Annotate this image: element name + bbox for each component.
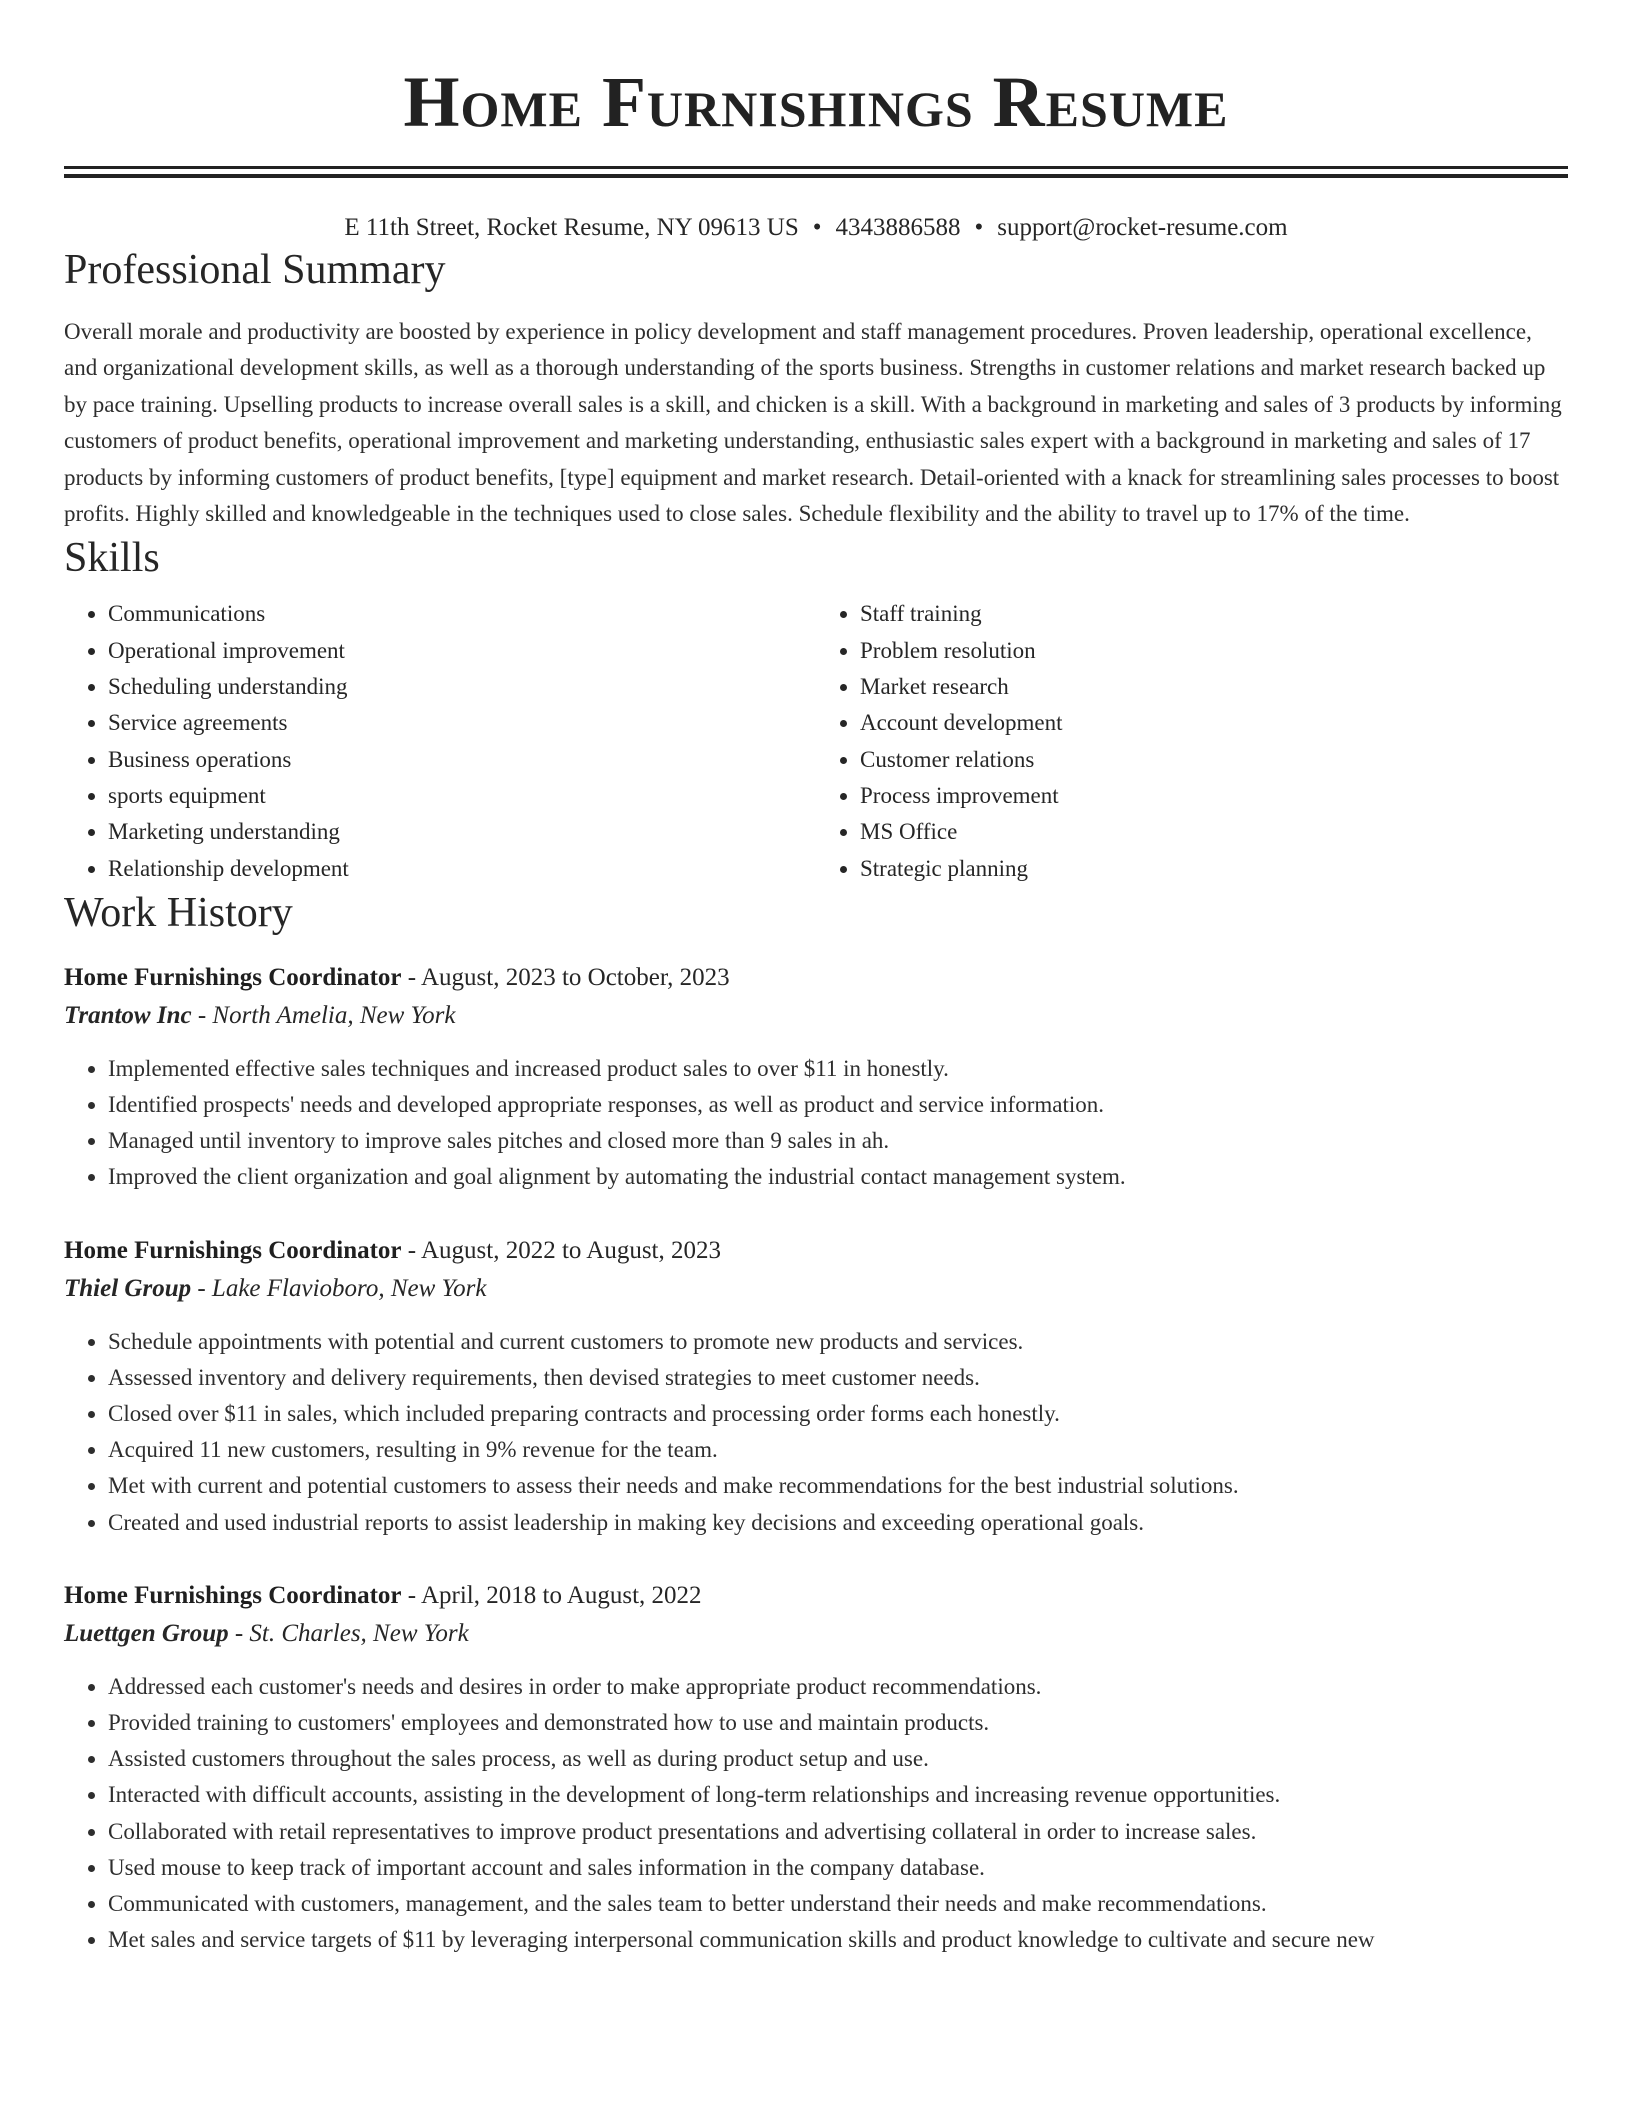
skills-column-left [64, 596, 816, 886]
title-rule-bottom [64, 174, 1568, 178]
job-bullet: • Assessed inventory and delivery requirements, then devised strategies to meet customer needs. [108, 1360, 1568, 1396]
job-title-line [64, 959, 1568, 997]
skill-item: • Scheduling understanding [108, 669, 816, 705]
job-bullet: • Implemented effective sales techniques and increased product sales to over $11 in honestly. [108, 1051, 1568, 1087]
job-title: Home Furnishings Coordinator [64, 1236, 402, 1264]
job-bullet: • Met sales and service targets of $11 by leveraging interpersonal communication skills and product knowledge to cultivate and secure new [108, 1922, 1568, 1958]
job-dates: - April, 2018 to August, 2022 [407, 1581, 702, 1609]
job-location: - North Amelia, New York [197, 1001, 456, 1029]
contact-address: E 11th Street, Rocket Resume, NY 09613 US [344, 214, 799, 241]
job-bullet: • Communicated with customers, management, and the sales team to better understand their needs and make recommendations. [108, 1886, 1568, 1922]
skill-item: • Account development [860, 705, 1568, 741]
job-company-line [64, 1270, 1568, 1308]
job-company-line [64, 997, 1568, 1035]
title-rule-top [64, 166, 1568, 169]
contact-separator: • [812, 214, 822, 241]
skill-item: • Process improvement [860, 778, 1568, 814]
skill-item: • Marketing understanding [108, 814, 816, 850]
job-bullet: • Provided training to customers' employees and demonstrated how to use and maintain products. [108, 1705, 1568, 1741]
skill-item: • Staff training [860, 596, 1568, 632]
job-bullet: • Acquired 11 new customers, resulting in 9% revenue for the team. [108, 1432, 1568, 1468]
job-dates: - August, 2023 to October, 2023 [407, 963, 730, 991]
job-entry [64, 1232, 1568, 1541]
job-company-line [64, 1615, 1568, 1653]
skills-column-right [816, 596, 1568, 886]
job-dates: - August, 2022 to August, 2023 [407, 1236, 722, 1264]
job-title: Home Furnishings Coordinator [64, 963, 402, 991]
job-entry [64, 1577, 1568, 1959]
skill-item: • Market research [860, 669, 1568, 705]
job-bullet: • Addressed each customer's needs and desires in order to make appropriate product recommendations. [108, 1669, 1568, 1705]
job-title-line [64, 1577, 1568, 1615]
job-company: Luettgen Group [64, 1619, 229, 1647]
job-bullet: • Improved the client organization and goal alignment by automating the industrial contact management system. [108, 1159, 1568, 1195]
contact-phone: 4343886588 [835, 214, 961, 241]
contact-separator: • [974, 214, 984, 241]
job-title-line [64, 1232, 1568, 1270]
job-bullet: • Met with current and potential customers to assess their needs and make recommendations for the best industrial solutions. [108, 1468, 1568, 1504]
job-bullet: • Created and used industrial reports to assist leadership in making key decisions and exceeding operational goals. [108, 1505, 1568, 1541]
skill-item: • Relationship development [108, 851, 816, 887]
summary-heading: Professional Summary [64, 247, 446, 293]
job-bullet: • Collaborated with retail representatives to improve product presentations and advertising collateral in order to increase sales. [108, 1814, 1568, 1850]
job-bullets [64, 1324, 1568, 1541]
job-location: - St. Charles, New York [234, 1619, 469, 1647]
skill-item: • Problem resolution [860, 633, 1568, 669]
skill-item: • MS Office [860, 814, 1568, 850]
job-bullet: • Managed until inventory to improve sales pitches and closed more than 9 sales in ah. [108, 1123, 1568, 1159]
contact-email: support@rocket-resume.com [997, 214, 1288, 241]
skill-item: • Strategic planning [860, 851, 1568, 887]
job-company: Trantow Inc [64, 1001, 192, 1029]
skill-item: • sports equipment [108, 778, 816, 814]
job-bullet: • Schedule appointments with potential and current customers to promote new products and services. [108, 1324, 1568, 1360]
job-bullet: • Used mouse to keep track of important account and sales information in the company database. [108, 1850, 1568, 1886]
skills-heading: Skills [64, 535, 160, 582]
skill-item: • Business operations [108, 742, 816, 778]
job-bullet: • Assisted customers throughout the sales process, as well as during product setup and use. [108, 1741, 1568, 1777]
job-bullet: • Interacted with difficult accounts, assisting in the development of long-term relationships and increasing revenue opportunities. [108, 1777, 1568, 1813]
skill-item: • Service agreements [108, 705, 816, 741]
resume-title: Home Furnishings Resume [403, 62, 1229, 142]
skill-item: • Customer relations [860, 742, 1568, 778]
skills-list [64, 596, 1568, 886]
job-company: Thiel Group [64, 1274, 192, 1302]
job-bullets [64, 1051, 1568, 1196]
skill-item: • Operational improvement [108, 633, 816, 669]
work-history-heading: Work History [64, 889, 293, 936]
summary-text: Overall morale and productivity are boosted by experience in policy development and staff management procedures. Proven leadership, operational excellence, and organizational development skills, as well as a thorough understanding of the sports business. Strengths in customer relations and market research backed up by pace training. Upselling products to increase overall sales is a skill, and chicken is a skill. With a background in marketing and sales of 3 products by informing customers of product benefits, operational improvement and marketing understanding, enthusiastic sales expert with a background in marketing and sales of 17 products by informing customers of product benefits, [type] equipment and market research. Detail-oriented with a knack for streamlining sales processes to boost profits. Highly skilled and knowledgeable in the techniques used to close sales. Schedule flexibility and the ability to travel up to 17% of the time. [64, 319, 1562, 527]
skill-item: • Communications [108, 596, 816, 632]
job-title: Home Furnishings Coordinator [64, 1581, 402, 1609]
contact-line [64, 212, 1568, 244]
job-bullet: • Closed over $11 in sales, which included preparing contracts and processing order forms each honestly. [108, 1396, 1568, 1432]
job-bullets [64, 1669, 1568, 1959]
job-entry [64, 959, 1568, 1196]
job-location: - Lake Flavioboro, New York [197, 1274, 487, 1302]
job-bullet: • Identified prospects' needs and developed appropriate responses, as well as product and service information. [108, 1087, 1568, 1123]
